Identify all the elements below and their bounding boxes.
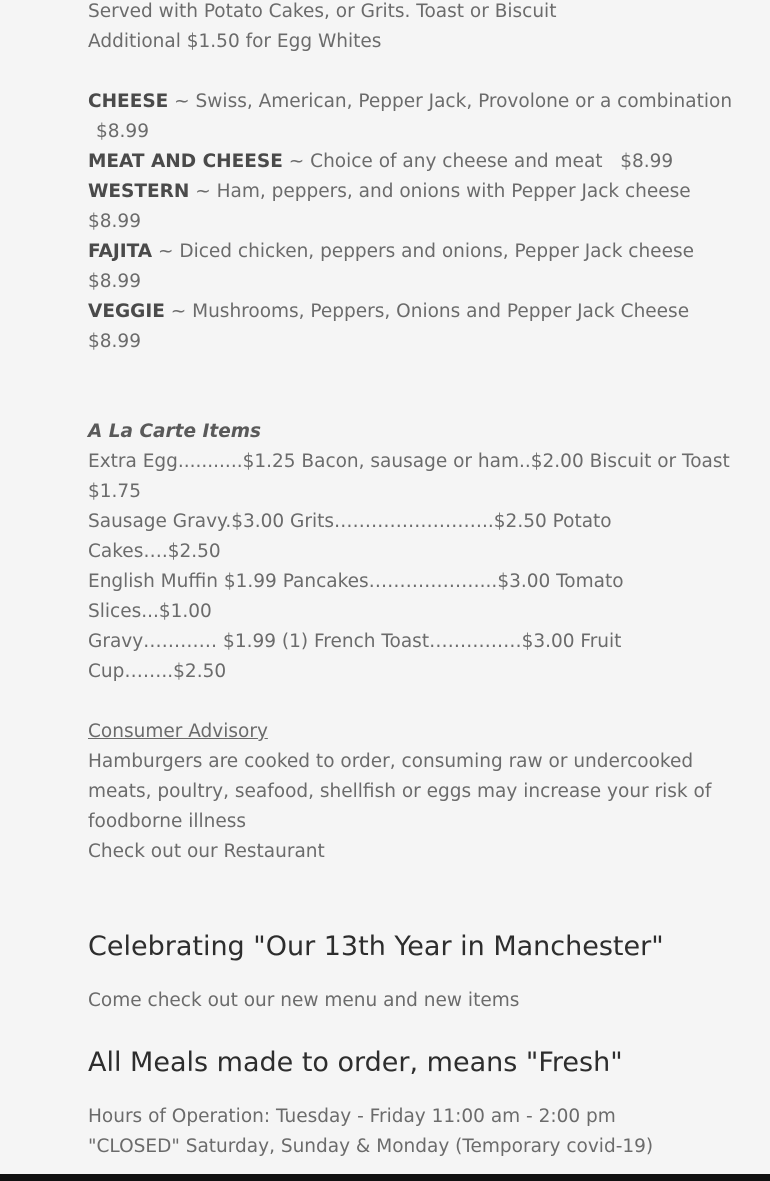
alacarte-line: Cup……..$2.50	[88, 661, 227, 682]
intro-line-2: Additional $1.50 for Egg Whites	[88, 31, 382, 52]
omelet-desc: ~ Diced chicken, peppers and onions, Pepper Jack cheese	[152, 241, 694, 262]
omelet-name: WESTERN	[88, 181, 190, 202]
fresh-heading: All Meals made to order, means "Fresh"	[88, 1047, 623, 1078]
menu-content	[88, 0, 733, 1162]
celebrating-heading: Celebrating "Our 13th Year in Manchester"	[88, 931, 664, 962]
advisory-line: foodborne illness	[88, 811, 247, 832]
advisory-line: meats, poultry, seafood, shellfish or eggs may increase your risk of	[88, 781, 712, 802]
omelet-price: $8.99	[620, 151, 674, 172]
consumer-advisory-title: Consumer Advisory	[88, 721, 268, 742]
omelet-price: $8.99	[88, 271, 141, 292]
alacarte-line: Slices...$1.00	[88, 601, 212, 622]
alacarte-line: $1.75	[88, 481, 141, 502]
omelet-western	[88, 177, 691, 207]
alacarte-line: English Muffin $1.99 Pancakes………………...$3.00 Tomato	[88, 571, 624, 592]
bottom-bar	[0, 1174, 770, 1181]
alacarte-line: Extra Egg...........$1.25 Bacon, sausage or ham..$2.00 Biscuit or Toast	[88, 451, 730, 472]
omelet-name: MEAT AND CHEESE	[88, 151, 283, 172]
omelet-desc: ~ Swiss, American, Pepper Jack, Provolone or a combination	[168, 91, 733, 112]
alacarte-line: Sausage Gravy.$3.00 Grits……………………..$2.50 Potato	[88, 511, 612, 532]
alacarte-line: Cakes….$2.50	[88, 541, 221, 562]
omelet-cheese	[88, 87, 733, 117]
omelet-meat-and-cheese	[88, 147, 688, 177]
omelet-price: $8.99	[88, 211, 141, 232]
omelet-price: $8.99	[88, 331, 141, 352]
check-out-restaurant-link[interactable]: Check out our Restaurant	[88, 841, 325, 862]
hours-of-operation: Hours of Operation: Tuesday - Friday 11:00 am - 2:00 pm	[88, 1106, 616, 1127]
alacarte-line: Gravy………… $1.99 (1) French Toast……………$3.00 Fruit	[88, 631, 622, 652]
omelet-name: CHEESE	[88, 91, 169, 112]
advisory-line: Hamburgers are cooked to order, consuming raw or undercooked	[88, 751, 694, 772]
omelet-name: VEGGIE	[88, 301, 165, 322]
omelet-name: FAJITA	[88, 241, 153, 262]
intro-line-1: Served with Potato Cakes, or Grits. Toast or Biscuit	[88, 1, 557, 22]
omelet-desc: ~ Choice of any cheese and meat	[282, 151, 603, 172]
omelet-veggie	[88, 297, 688, 327]
omelet-fajita	[88, 237, 694, 267]
alacarte-title: A La Carte Items	[88, 421, 262, 442]
omelet-desc: ~ Ham, peppers, and onions with Pepper Jack cheese	[189, 181, 691, 202]
closed-days: "CLOSED" Saturday, Sunday & Monday (Temporary covid-19)	[88, 1136, 654, 1157]
omelet-price: $8.99	[96, 121, 149, 142]
new-menu-text: Come check out our new menu and new items	[88, 990, 520, 1011]
omelet-desc: ~ Mushrooms, Peppers, Onions and Pepper Jack Cheese	[164, 301, 690, 322]
